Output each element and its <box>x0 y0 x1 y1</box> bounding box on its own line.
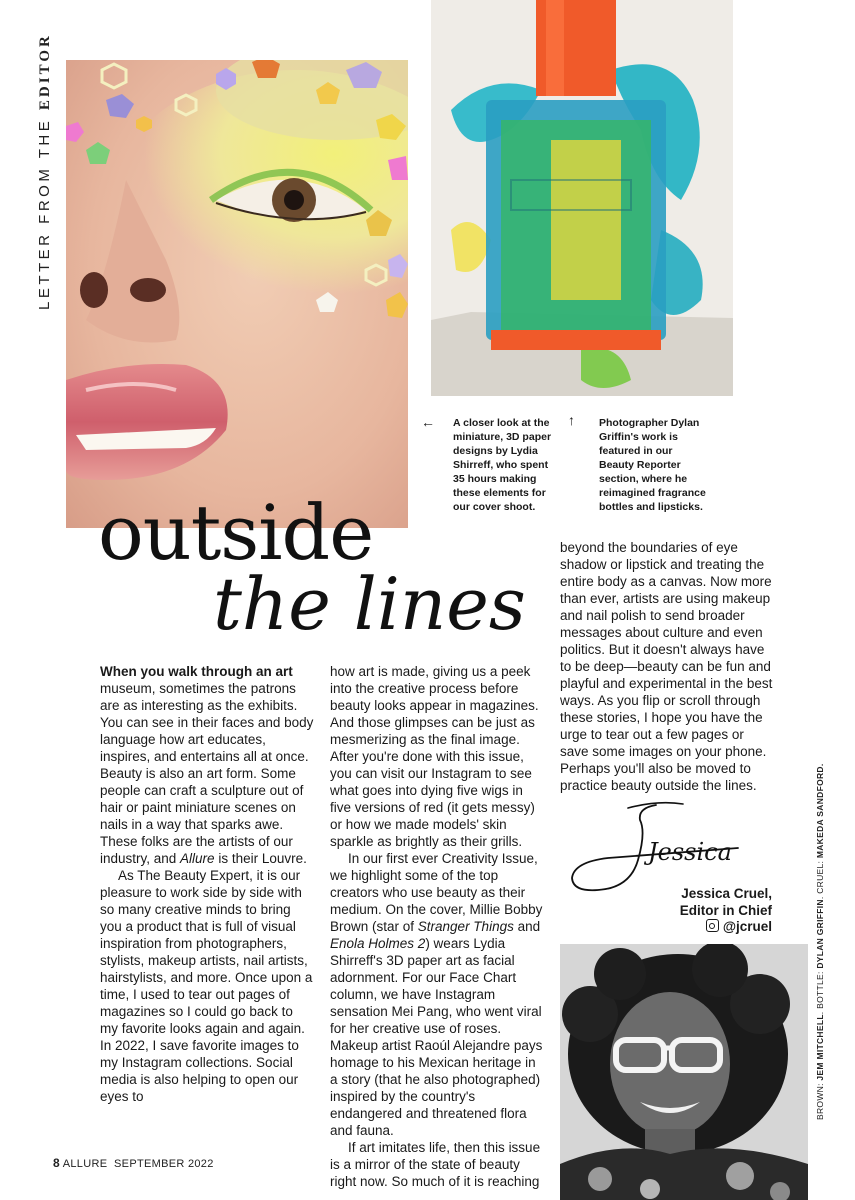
credit-label: . BOTTLE: <box>815 968 825 1015</box>
body-column-1 <box>100 663 314 1105</box>
magazine-name: Allure <box>180 851 215 866</box>
page-folio <box>53 1156 214 1170</box>
folio-text: ALLURE SEPTEMBER 2022 <box>59 1158 214 1170</box>
editor-portrait-photo <box>560 944 808 1200</box>
face-closeup-photo <box>66 60 408 528</box>
caption-photographer: Photographer Dylan Griffin's work is featured in our Beauty Reporter section, where he reimagined fragrance bottles and lipsticks. <box>599 417 706 513</box>
film-title: Enola Holmes 2 <box>330 936 426 951</box>
lead-in: When you walk through an art <box>100 664 293 679</box>
paragraph-text: and <box>513 919 541 934</box>
page-number: 8 <box>53 1156 60 1170</box>
instagram-handle: @jcruel <box>722 919 772 934</box>
paragraph-text: is their Louvre. <box>214 851 307 866</box>
credit-label: . CRUEL: <box>815 858 825 900</box>
editor-title: Editor in Chief <box>679 903 772 918</box>
left-arrow-icon: ← <box>421 414 435 430</box>
body-column-3 <box>560 539 775 794</box>
body-column-2 <box>330 663 544 1190</box>
up-arrow-icon: ↑ <box>568 412 575 428</box>
credit-value: DYLAN GRIFFIN <box>815 899 825 969</box>
paragraph-text: In our first ever Creativity Issue, we highlight some of the top creators who use beauty as their medium. On the cover, Millie Bobby Brown (star of <box>330 851 543 934</box>
paragraph: beyond the boundaries of eye shadow or lipstick and treating the entire body as a canvas. Now more than ever, artists are using makeup and nail polish to send broader messages about culture and even politics. But it doesn't always have to be deep—beauty can be fun and playful and experimental in the best ways. As you flip or scroll through these stories, I hope you have the urge to tear out a few pages or save some images on your phone. Perhaps you'll also be moved to practice beauty outside the lines. <box>560 540 773 793</box>
section-label-prefix: LETTER FROM THE <box>36 110 53 310</box>
paragraph: If art imitates life, then this issue is a mirror of the state of beauty right now. So much of it is reaching <box>330 1140 541 1189</box>
fragrance-bottle-photo <box>431 0 733 396</box>
paragraph <box>330 850 544 1139</box>
instagram-icon <box>706 919 719 932</box>
credit-value: MAKEDA SANDFORD. <box>815 763 825 859</box>
editor-name: Jessica Cruel, <box>681 886 772 901</box>
signature-text: Jessica <box>648 838 732 866</box>
show-title: Stranger Things <box>417 919 514 934</box>
paragraph-text: museum, sometimes the patrons are as interesting as the exhibits. You can see in their faces and body language how art educates, inspires, and entertains all at once. Beauty is also an art form. Some people can craft a sculpture out of hair or paint miniature scenes on nails in a way that sparks awe. These folks are the artists of our industry, and <box>100 681 314 866</box>
paragraph-text: ) wears Lydia Shirreff's 3D paper art as facial adornment. For our Face Chart column, we have Instagram sensation Mei Pang, who went viral for her creative use of roses. Makeup artist Raoúl Alejandre pays homage to his Mexican heritage in a story (that he also photographed) inspired by the country's endangered and threatened flora and fauna. <box>330 936 543 1138</box>
paragraph: As The Beauty Expert, it is our pleasure to work side by side with so many creative minds to bring you a product that is full of visual inspiration from photographers, stylists, makeup artists, nail artists, hairstylists, and more. Once upon a time, I used to tear out pages of magazines so I could go back to my favorite looks again and again. In 2022, I save favorite images to my Instagram collections. Social media is also helping to open our eyes to <box>100 868 313 1104</box>
paragraph <box>100 663 314 867</box>
credit-value: JEM MITCHELL <box>815 1014 825 1081</box>
headline-line-2: the lines <box>213 562 526 646</box>
credit-label: BROWN: <box>815 1080 825 1120</box>
caption-paper-designs: A closer look at the miniature, 3D paper designs by Lydia Shirreff, who spent 35 hours making these elements for our cover shoot. <box>453 417 552 513</box>
photo-credits <box>815 765 831 1120</box>
section-label-emphasis: EDITOR <box>37 33 53 111</box>
section-label <box>36 33 53 310</box>
paragraph: how art is made, giving us a peek into the creative process before beauty looks appear in magazines. And those glimpses can be just as mesmerizing as the final image. After you're done with this issue, you can visit our Instagram to see what goes into dying five wigs in five versions of red (it gets messy) or how we made models' skin sparkle as brightly as their grills. <box>330 664 539 849</box>
signoff <box>600 885 772 919</box>
headline-line-1: outside <box>98 488 374 577</box>
instagram-handle-row <box>600 918 772 935</box>
